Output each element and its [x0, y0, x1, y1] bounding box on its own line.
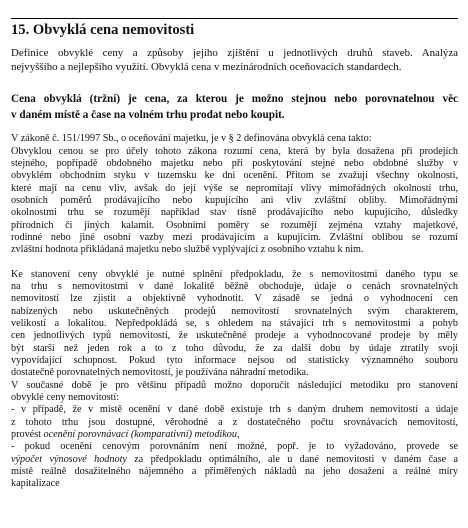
text-line	[11, 454, 458, 466]
text-line: obvyklém obchodním styku v tuzemsku ke dni ocenění. Přitom se zvažují všechny okolnosti,	[11, 170, 458, 182]
emphasis-comparative-method: ocenění porovnávací (komparativní) metodikou	[43, 429, 237, 441]
text-line: velikostí a lokalitou. Nepředpokládá se, s ohledem na stávající trh s nemovitostmi a pohyb	[11, 318, 458, 329]
intro-line: nejvyššího a nejlepšího využití. Obvyklá cena v mezinárodních oceňovacích standardech.	[11, 60, 402, 73]
text-line: V současné době je pro většinu případů možno doporučit následující metodiku pro stanovení	[11, 379, 458, 391]
law-paragraph	[11, 133, 458, 256]
text-line: kapitalizace	[11, 478, 60, 490]
text-line: nabízených nebo uskutečněných prodejů nemovitostí srovnatelných svým charakterem,	[11, 305, 458, 317]
text-line: na trhu s nemovitostmi v dané lokalitě běžně obchoduje, údaje o cenách srovnatelných	[11, 280, 458, 292]
intro-line: Definice obvyklé ceny a způsoby jejího zjištění u jednotlivých druhů staveb. Analýza	[11, 47, 458, 59]
emphasis-income-value: výpočet výnosové hodnoty	[11, 453, 127, 465]
text-line: stejného, popřípadě obdobného majetku nebo při poskytování stejné nebo obdobné služby v	[11, 157, 458, 169]
text-line: být starší než jeden rok a to z toho důvodu, že za další dobu by údaje ztratily svoji	[11, 342, 458, 354]
definition-line: v daném místě a čase na volném trhu prodat nebo koupit.	[11, 108, 285, 121]
text-line: zvláštní hodnota přikládaná majetku nebo službě vyplývající z osobního vztahu k nim.	[11, 244, 364, 256]
text-line: - pokud ocenění cenovým porovnáním není možné, popř. je to vyžadováno, provede se	[11, 441, 458, 453]
definition-paragraph	[11, 92, 458, 123]
text-line: které mají na cenu vliv, avšak do její výše se nepromítají vlivy mimořádných okolností trhu,	[11, 182, 458, 194]
text-line: rodinné nebo jiné osobní vazby mezi prodávajícím a kupujícím. Zvláštní oblibou se rozumí	[11, 231, 458, 243]
text-run: za předpokladu optimálního, ale u dané nemovitosti v daném čase a	[126, 453, 458, 465]
text-line: V zákoně č. 151/1997 Sb., o oceňování majetku, je v § 2 definována obvyklá cena takto:	[11, 133, 372, 145]
text-line: nemovitostí lze zjistit a objektivně vyhodnotit. V zásadě se jedná o vyhodnocení cen	[11, 293, 458, 305]
text-line: přírodních či jiných kalamit. Osobními poměry se rozumějí zejména vztahy majetkové,	[11, 219, 458, 231]
text-run: provést	[11, 429, 44, 441]
text-line: cen jednotlivých typů nemovitostí, že uskutečněné prodeje a vyhodnocované prodeje by měly	[11, 330, 458, 342]
definition-line: Cena obvyklá (tržní) je cena, za kterou je možno stejnou nebo porovnatelnou věc	[11, 93, 458, 106]
text-line: obvyklé ceny nemovitostí:	[11, 392, 120, 404]
text-line: osobních poměrů prodávajícího nebo kupujícího ani vliv zvláštní obliby. Mimořádnými	[11, 194, 458, 206]
text-line: vypovídající schopnost. Pokud tyto informace nejsou od statisticky významného souboru	[11, 355, 458, 367]
text-line: okolnostmi trhu se rozumějí například stav tísně prodávajícího nebo kupujícího, důsledky	[11, 207, 458, 219]
text-line: - v případě, že v místě ocenění v dané době existuje trh s daným druhem nemovitostí a údaje	[11, 404, 458, 416]
document-page	[0, 18, 468, 528]
section-heading: 15. Obvyklá cena nemovitosti	[11, 18, 458, 39]
text-line	[11, 429, 458, 441]
text-line: z tohoto trhu jsou dostupné, věrohodné a z dostatečného počtu srovnávacích nemovitostí,	[11, 416, 458, 428]
text-line: Ke stanovení ceny obvyklé je nutné splnění předpokladu, že s nemovitostmi daného typu se	[11, 268, 458, 280]
intro-paragraph	[11, 47, 458, 74]
text-line: místě reálně dosažitelného nájemného a přiměřených nákladů na jeho dosažení a reálné míry	[11, 466, 458, 478]
text-line: Obvyklou cenou se pro účely tohoto zákona rozumí cena, která by byla dosažena při prodejích	[11, 145, 458, 157]
text-run: ,	[236, 429, 240, 441]
text-line: dostatečně porovnatelných nemovitostí, je používána náhradní metodika.	[11, 367, 309, 379]
methodology-paragraph	[11, 269, 458, 491]
